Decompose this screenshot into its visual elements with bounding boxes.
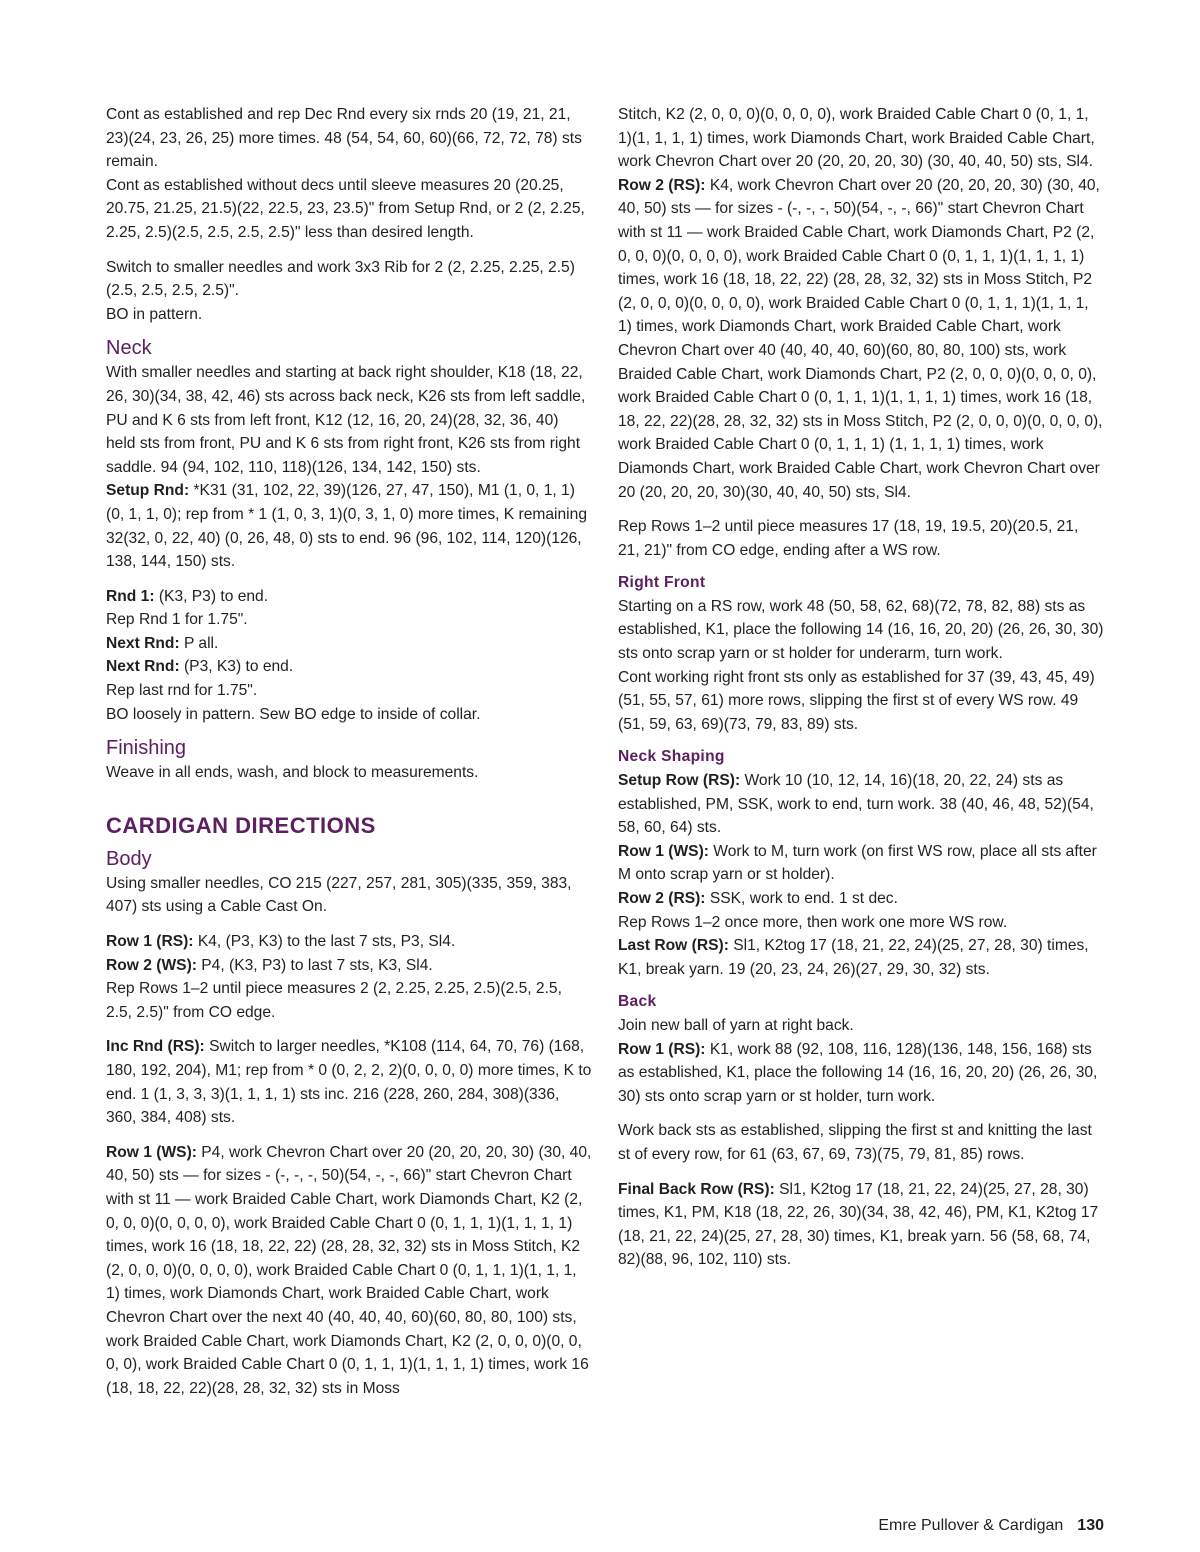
text-ns-row2: SSK, work to end. 1 st dec. bbox=[705, 890, 898, 907]
page-footer bbox=[878, 1516, 1104, 1536]
label-setup-row: Setup Row (RS): bbox=[618, 772, 741, 790]
paragraph-row1-ws bbox=[106, 1141, 592, 1401]
paragraph-finishing: Weave in all ends, wash, and block to measurements. bbox=[106, 764, 479, 782]
heading-neck-shaping: Neck Shaping bbox=[618, 748, 725, 766]
label-next-rnd-1: Next Rnd: bbox=[106, 634, 180, 652]
paragraph-right-front-start: Starting on a RS row, work 48 (50, 58, 62, 68)(72, 78, 82, 88) sts as established, K1, place the following 14 (16, 16, 20, 20) (26, 26, 30, 30) sts onto scrap yarn or st holder for underarm, turn work. bbox=[618, 597, 1104, 663]
heading-back: Back bbox=[618, 993, 657, 1011]
text-final-back-row: Sl1, K2tog 17 (18, 21, 22, 24)(25, 27, 28, 30) times, K1, PM, K18 (18, 22, 26, 30)(34, 38, 42, 46), PM, K1, K2tog 17 (18, 21, 22, 24)(25, 27, 28, 30) times, K1, break yarn. 56 (58, 68, 74, 82)(88, 96, 102, 110) sts. bbox=[618, 1180, 1099, 1269]
paragraph-bo-loosely: BO loosely in pattern. Sew BO edge to inside of collar. bbox=[106, 705, 481, 723]
page-number: 130 bbox=[1077, 1517, 1104, 1534]
label-setup-rnd: Setup Rnd: bbox=[106, 482, 190, 500]
paragraph-next-rnd-1 bbox=[106, 632, 592, 656]
paragraph-sleeve-measure: Cont as established without decs until sleeve measures 20 (20.25, 20.75, 21.25, 21.5)(22, 22.5, 23, 23.5)" from Setup Rnd, or 2 (2, 2.25, 2.25, 2.5)(2.5, 2.5, 2.5, 2.5)" less than desired length. bbox=[106, 176, 585, 241]
text-next-rnd-1: P all. bbox=[179, 634, 219, 652]
paragraph-rib: Switch to smaller needles and work 3x3 Rib for 2 (2, 2.25, 2.25, 2.5)(2.5, 2.5, 2.5, 2.5)". bbox=[106, 258, 575, 300]
label-row1-rs: Row 1 (RS): bbox=[106, 933, 194, 951]
left-column bbox=[106, 103, 592, 1400]
footer-title: Emre Pullover & Cardigan bbox=[878, 1517, 1064, 1534]
heading-finishing: Finishing bbox=[106, 737, 187, 760]
text-back-row1: K1, work 88 (92, 108, 116, 128)(136, 148, 156, 168) sts as established, K1, place the following 14 (16, 16, 20, 20) (26, 26, 30, 30) sts onto scrap yarn or st holder, turn work. bbox=[618, 1040, 1098, 1105]
paragraph-rep-last: Rep last rnd for 1.75". bbox=[106, 682, 258, 700]
paragraph-neck-setup bbox=[106, 479, 592, 573]
text-setup-rnd: *K31 (31, 102, 22, 39)(126, 27, 47, 150), M1 (1, 0, 1, 1)(0, 1, 1, 0); rep from * 1 (1, 0, 3, 1)(0, 3, 1, 0) more times, K remaining 32(32, 0, 22, 40) (0, 26, 48, 0) sts to end. 96 (96, 102, 114, 120)(126, 138, 144, 150) sts. bbox=[106, 482, 587, 571]
heading-neck: Neck bbox=[106, 337, 152, 360]
label-final-back-row: Final Back Row (RS): bbox=[618, 1180, 775, 1198]
paragraph-body-co: Using smaller needles, CO 215 (227, 257, 281, 305)(335, 359, 383, 407) sts using a Cable Cast On. bbox=[106, 874, 572, 916]
label-row1-ws: Row 1 (WS): bbox=[106, 1143, 197, 1161]
right-column bbox=[618, 103, 1104, 1272]
text-ns-row1: Work to M, turn work (on first WS row, place all sts after M onto scrap yarn or st holder). bbox=[618, 842, 1097, 884]
heading-body: Body bbox=[106, 847, 152, 870]
paragraph-final-back-row bbox=[618, 1178, 1104, 1272]
heading-cardigan-directions: CARDIGAN DIRECTIONS bbox=[106, 812, 376, 838]
text-rnd1: (K3, P3) to end. bbox=[154, 587, 269, 605]
paragraph-back-row1 bbox=[618, 1038, 1104, 1109]
paragraph-back-join: Join new ball of yarn at right back. bbox=[618, 1016, 854, 1034]
label-back-row1: Row 1 (RS): bbox=[618, 1040, 706, 1058]
paragraph-right-front-cont: Cont working right front sts only as established for 37 (39, 43, 45, 49)(51, 55, 57, 61) more rows, slipping the first st of every WS row. 49 (51, 59, 63, 69)(73, 79, 83, 89) sts. bbox=[618, 668, 1095, 733]
text-next-rnd-2: (P3, K3) to end. bbox=[179, 658, 294, 676]
text-row1-ws: P4, work Chevron Chart over 20 (20, 20, 20, 30) (30, 40, 40, 50) sts — for sizes - (-, -, -, 50)(54, -, -, 66)" start Chevron Chart with st 11 — work Braided Cable Chart, work Diamonds Chart, K2 (2, 0, 0, 0)(0, 0, 0, 0), work Braided Cable Chart 0 (0, 1, 1, 1)(1, 1, 1, 1) times, work 16 (18, 18, 22, 22) (28, 28, 32, 32) sts in Moss Stitch, K2 (2, 0, 0, 0)(0, 0, 0, 0), work Braided Cable Chart 0 (0, 1, 1, 1)(1, 1, 1, 1) times, work Diamonds Chart, work Braided Cable Chart, work Chevron Chart over the next 40 (40, 40, 40, 60)(60, 80, 80, 100) sts, work Braided Cable Chart, work Diamonds Chart, K2 (2, 0, 0, 0)(0, 0, 0, 0), work Braided Cable Chart 0 (0, 1, 1, 1)(1, 1, 1, 1) times, work 16 (18, 18, 22, 22)(28, 28, 32, 32) sts in Moss bbox=[106, 1143, 592, 1397]
text-row2-rs: K4, work Chevron Chart over 20 (20, 20, 20, 30) (30, 40, 40, 50) sts — for sizes - (-, -, -, 50)(54, -, -, 66)" start Chevron Chart with st 11 — work Braided Cable Chart, work Diamonds Chart, P2 (2, 0, 0, 0)(0, 0, 0, 0), work Braided Cable Chart 0 (0, 1, 1, 1)(1, 1, 1, 1) times, work 16 (18, 18, 22, 22) (28, 28, 32, 32) sts in Moss Stitch, P2 (2, 0, 0, 0)(0, 0, 0, 0), work Braided Cable Chart 0 (0, 1, 1, 1)(1, 1, 1, 1) times, work Diamonds Chart, work Braided Cable Chart, work Chevron Chart over 40 (40, 40, 40, 60)(60, 80, 80, 100) sts, work Braided Cable Chart, work Diamonds Chart, P2 (2, 0, 0, 0)(0, 0, 0, 0), work Braided Cable Chart 0 (0, 1, 1, 1)(1, 1, 1, 1) times, work 16 (18, 18, 22, 22)(28, 28, 32, 32) sts in Moss Stitch, P2 (2, 0, 0, 0)(0, 0, 0, 0), work Braided Cable Chart 0 (0, 1, 1, 1) (1, 1, 1, 1) times, work Diamonds Chart, work Braided Cable Chart, work Chevron Chart over 20 (20, 20, 20, 30)(30, 40, 40, 50) sts, Sl4. bbox=[618, 176, 1103, 501]
heading-right-front: Right Front bbox=[618, 574, 706, 592]
paragraph-back-work: Work back sts as established, slipping the first st and knitting the last st of every row, for 61 (63, 67, 69, 73)(75, 79, 81, 85) rows. bbox=[618, 1122, 1092, 1163]
paragraph-bo: BO in pattern. bbox=[106, 305, 203, 323]
paragraph-last-row bbox=[618, 934, 1104, 981]
paragraph-inc-rnd bbox=[106, 1035, 592, 1129]
text-last-row: Sl1, K2tog 17 (18, 21, 22, 24)(25, 27, 28, 30) times, K1, break yarn. 19 (20, 23, 24, 26)(27, 29, 30, 32) sts. bbox=[618, 937, 1089, 978]
label-next-rnd-2: Next Rnd: bbox=[106, 658, 180, 676]
label-row2-rs: Row 2 (RS): bbox=[618, 176, 706, 194]
paragraph-next-rnd-2 bbox=[106, 655, 592, 679]
text-setup-row: Work 10 (10, 12, 14, 16)(18, 20, 22, 24) sts as established, PM, SSK, work to end, turn work. 38 (40, 46, 48, 52)(54, 58, 60, 64) sts. bbox=[618, 772, 1094, 837]
paragraph-rep-rows-co: Rep Rows 1–2 until piece measures 2 (2, 2.25, 2.25, 2.5)(2.5, 2.5, 2.5, 2.5)" from CO edge. bbox=[106, 980, 562, 1021]
paragraph-rep-rows-17: Rep Rows 1–2 until piece measures 17 (18, 19, 19.5, 20)(20.5, 21, 21, 21)" from CO edge, ending after a WS row. bbox=[618, 518, 1079, 559]
label-ns-row2: Row 2 (RS): bbox=[618, 890, 706, 907]
paragraph-ns-row2 bbox=[618, 887, 1104, 911]
label-inc-rnd: Inc Rnd (RS): bbox=[106, 1038, 205, 1056]
paragraph-row2-ws bbox=[106, 954, 592, 978]
label-rnd1: Rnd 1: bbox=[106, 587, 155, 605]
paragraph-ns-row1 bbox=[618, 840, 1104, 887]
paragraph-row1-ws-continued: Stitch, K2 (2, 0, 0, 0)(0, 0, 0, 0), work Braided Cable Chart 0 (0, 1, 1, 1)(1, 1, 1, 1) times, work Diamonds Chart, work Braided Cable Chart, work Chevron Chart over 20 (20, 20, 20, 30) (30, 40, 40, 50) sts, Sl4. bbox=[618, 106, 1095, 171]
paragraph-neck-pickup: With smaller needles and starting at back right shoulder, K18 (18, 22, 26, 30)(34, 38, 42, 46) sts across back neck, K26 sts from left saddle, PU and K 6 sts from left front, K12 (12, 16, 20, 24)(28, 32, 36, 40) held sts from front, PU and K 6 sts from right front, K26 sts from right saddle. 94 (94, 102, 110, 118)(126, 134, 142, 150) sts. bbox=[106, 364, 586, 476]
text-row2-ws: P4, (K3, P3) to last 7 sts, K3, Sl4. bbox=[196, 956, 433, 974]
label-row2-ws: Row 2 (WS): bbox=[106, 956, 197, 974]
text-row1-rs: K4, (P3, K3) to the last 7 sts, P3, Sl4. bbox=[193, 933, 456, 951]
paragraph-ns-rep: Rep Rows 1–2 once more, then work one more WS row. bbox=[618, 913, 1008, 931]
paragraph-dec-rnd: Cont as established and rep Dec Rnd every six rnds 20 (19, 21, 21, 23)(24, 23, 26, 25) more times. 48 (54, 54, 60, 60)(66, 72, 72, 78) sts remain. bbox=[106, 106, 582, 171]
label-last-row: Last Row (RS): bbox=[618, 937, 729, 955]
paragraph-row2-rs bbox=[618, 174, 1104, 504]
text-inc-rnd: Switch to larger needles, *K108 (114, 64, 70, 76) (168, 180, 192, 204), M1; rep from * 0 (0, 2, 2, 2)(0, 0, 0, 0) more times, K to end. 1 (1, 3, 3, 3)(1, 1, 1, 1) sts inc. 216 (228, 260, 284, 308)(336, 360, 384, 408) sts. bbox=[106, 1038, 592, 1127]
paragraph-rep-rnd1: Rep Rnd 1 for 1.75". bbox=[106, 611, 248, 629]
label-ns-row1: Row 1 (WS): bbox=[618, 842, 709, 860]
paragraph-row1-rs bbox=[106, 930, 592, 954]
paragraph-setup-row bbox=[618, 769, 1104, 840]
paragraph-rnd1 bbox=[106, 585, 592, 609]
